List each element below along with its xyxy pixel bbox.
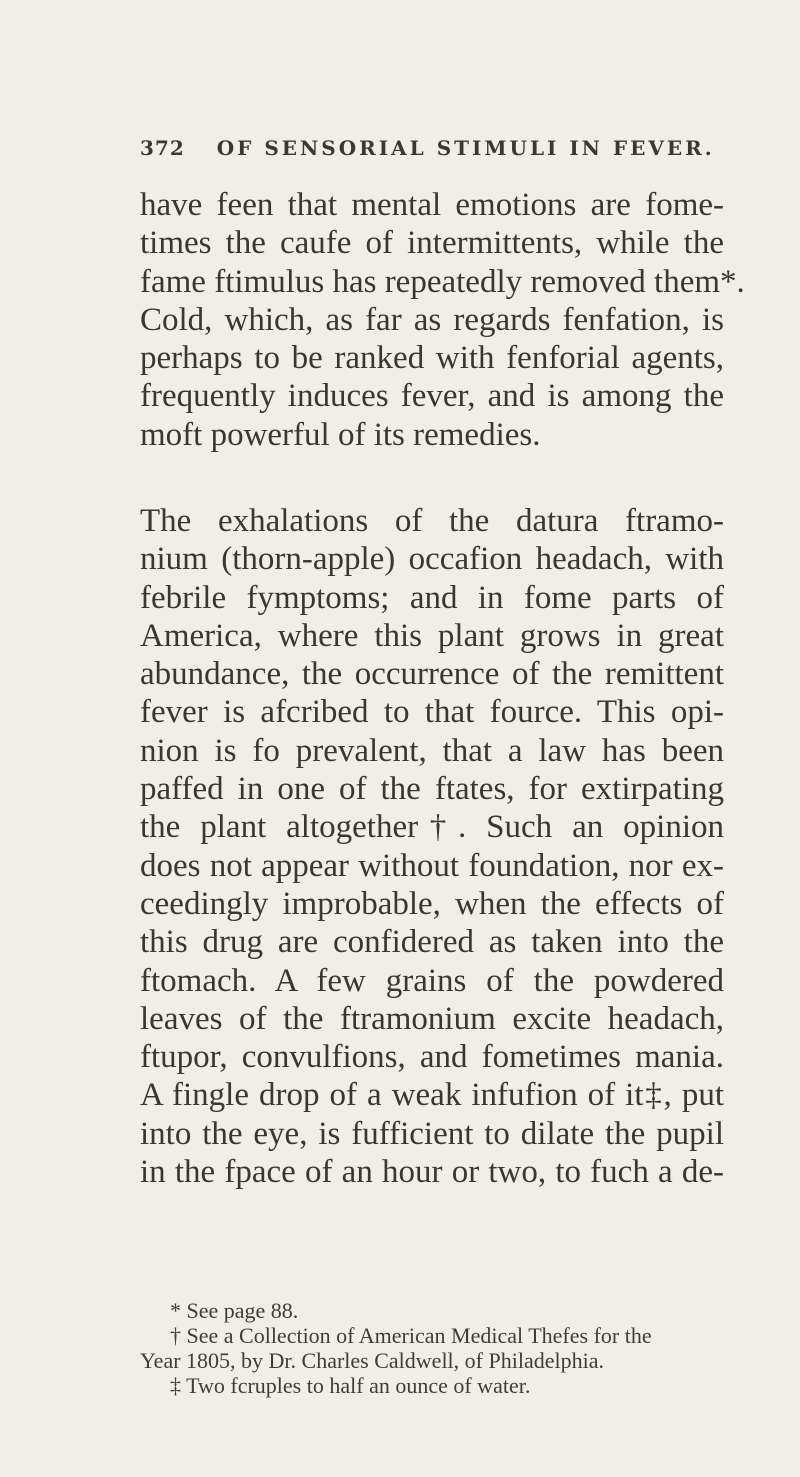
text-line: the plant altogether†. Such an opinion <box>140 809 724 846</box>
text-line: Cold, which, as far as regards fenfation, is <box>140 301 724 338</box>
running-title: OF SENSORIAL STIMULI IN FEVER. <box>216 136 715 160</box>
footnote: ‡ Two fcruples to half an ounce of water. <box>170 1373 531 1398</box>
text-line: nion is fo prevalent, that a law has been <box>140 732 724 769</box>
text-line: ftomach. A few grains of the powdered <box>140 962 724 999</box>
running-header <box>140 136 715 160</box>
text-line: A fingle drop of a weak infufion of it‡, put <box>140 1077 724 1114</box>
text-line: leaves of the ftramonium excite headach, <box>140 1000 724 1037</box>
text-line: febrile fymptoms; and in fome parts of <box>140 579 724 616</box>
text-line: nium (thorn-apple) occafion headach, with <box>140 541 724 578</box>
text-line: in the fpace of an hour or two, to fuch a de- <box>140 1154 724 1191</box>
text-line: ceedingly improbable, when the effects of <box>140 885 724 922</box>
text-line: ftupor, convulfions, and fometimes mania. <box>140 1039 724 1076</box>
text-line: this drug are confidered as taken into the <box>140 924 724 961</box>
text-line: fever is afcribed to that fource. This opi- <box>140 694 724 731</box>
text-line: frequently induces fever, and is among the <box>140 378 724 415</box>
text-line: times the caufe of intermittents, while the <box>140 225 724 262</box>
text-line: America, where this plant grows in great <box>140 617 724 654</box>
text-line: fame ftimulus has repeatedly removed them*. <box>140 263 745 300</box>
text-line: The exhalations of the datura ftramo- <box>140 503 724 539</box>
text-line: does not appear without foundation, nor ex- <box>140 847 724 884</box>
text-line: into the eye, is fufficient to dilate the pupil <box>140 1115 724 1152</box>
text-line: paffed in one of the ftates, for extirpating <box>140 771 724 808</box>
text-line: have feen that mental emotions are fome- <box>140 187 724 223</box>
paragraph-2 <box>140 502 724 1191</box>
footnote: † See a Collection of American Medical Thefes for the <box>170 1323 652 1348</box>
footnote: * See page 88. <box>170 1298 299 1323</box>
text-line: moft powerful of its remedies. <box>140 416 541 453</box>
page-number: 372 <box>140 136 185 160</box>
footnotes <box>140 1298 740 1398</box>
text-line: perhaps to be ranked with fenforial agents, <box>140 340 724 377</box>
text-line: abundance, the occurrence of the remittent <box>140 656 724 693</box>
footnote: Year 1805, by Dr. Charles Caldwell, of Philadelphia. <box>140 1348 604 1373</box>
paragraph-1 <box>140 186 745 454</box>
